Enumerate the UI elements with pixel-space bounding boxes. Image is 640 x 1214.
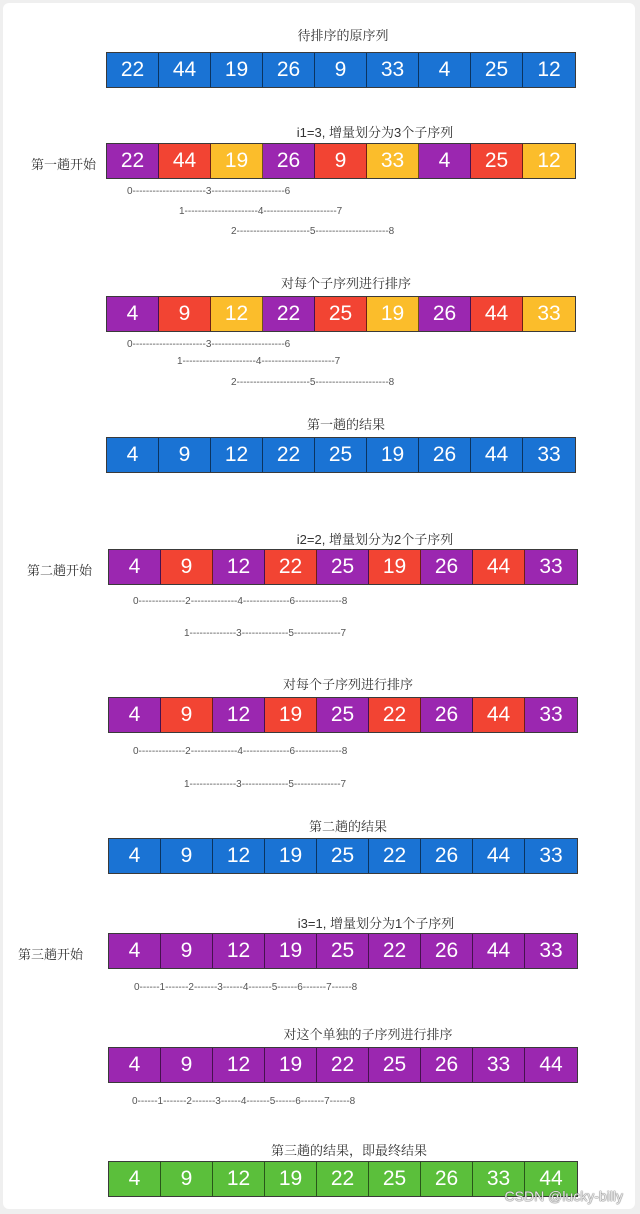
array-cell: 44 bbox=[159, 144, 211, 178]
index-line: 0--------------2--------------4--------------6--------------8 bbox=[133, 596, 348, 607]
array-cell: 9 bbox=[161, 1048, 213, 1082]
array-cell: 4 bbox=[109, 1162, 161, 1196]
array-cell: 12 bbox=[211, 438, 263, 472]
array-cell: 22 bbox=[265, 550, 317, 584]
array-pass3-sort bbox=[108, 1047, 578, 1083]
array-cell: 26 bbox=[421, 550, 473, 584]
array-cell: 33 bbox=[525, 550, 577, 584]
array-cell: 44 bbox=[525, 1162, 577, 1196]
array-cell: 12 bbox=[213, 839, 265, 873]
section-caption: 对每个子序列进行排序 bbox=[280, 276, 412, 291]
array-cell: 26 bbox=[419, 297, 471, 331]
array-cell: 9 bbox=[159, 297, 211, 331]
index-line: 1----------------------4----------------------7 bbox=[177, 356, 341, 367]
array-cell: 44 bbox=[473, 550, 525, 584]
array-cell: 26 bbox=[263, 53, 315, 87]
array-cell: 4 bbox=[109, 934, 161, 968]
section-caption: i3=1, 增量划分为1个子序列 bbox=[297, 916, 455, 931]
index-line: 0--------------2--------------4--------------6--------------8 bbox=[133, 746, 348, 757]
array-cell: 12 bbox=[213, 698, 265, 732]
array-cell: 9 bbox=[159, 438, 211, 472]
index-line: 0----------------------3----------------------6 bbox=[127, 186, 291, 197]
array-cell: 9 bbox=[315, 53, 367, 87]
array-cell: 4 bbox=[109, 698, 161, 732]
array-cell: 19 bbox=[369, 550, 421, 584]
array-cell: 44 bbox=[473, 698, 525, 732]
array-cell: 9 bbox=[315, 144, 367, 178]
array-cell: 9 bbox=[161, 934, 213, 968]
array-cell: 26 bbox=[419, 438, 471, 472]
array-cell: 4 bbox=[109, 1048, 161, 1082]
array-cell: 12 bbox=[523, 53, 575, 87]
array-pass2-start bbox=[108, 549, 578, 585]
array-cell: 26 bbox=[421, 1162, 473, 1196]
array-cell: 12 bbox=[213, 550, 265, 584]
section-caption: 第二趟的结果 bbox=[308, 819, 388, 834]
array-cell: 19 bbox=[265, 934, 317, 968]
array-cell: 19 bbox=[265, 1048, 317, 1082]
array-cell: 25 bbox=[369, 1048, 421, 1082]
array-cell: 33 bbox=[525, 934, 577, 968]
array-cell: 22 bbox=[317, 1048, 369, 1082]
array-cell: 4 bbox=[419, 53, 471, 87]
array-cell: 22 bbox=[369, 839, 421, 873]
array-cell: 26 bbox=[421, 839, 473, 873]
array-cell: 33 bbox=[473, 1162, 525, 1196]
array-cell: 22 bbox=[317, 1162, 369, 1196]
array-cell: 33 bbox=[523, 297, 575, 331]
array-cell: 25 bbox=[317, 934, 369, 968]
array-cell: 44 bbox=[471, 438, 523, 472]
array-cell: 12 bbox=[211, 297, 263, 331]
array-cell: 9 bbox=[161, 698, 213, 732]
section-caption: 对每个子序列进行排序 bbox=[282, 677, 414, 692]
index-line: 1--------------3--------------5--------------7 bbox=[184, 779, 347, 790]
array-cell: 22 bbox=[369, 934, 421, 968]
array-cell: 12 bbox=[213, 1048, 265, 1082]
array-cell: 44 bbox=[473, 934, 525, 968]
array-pass3-start bbox=[108, 933, 578, 969]
index-line: 2----------------------5----------------------8 bbox=[231, 226, 395, 237]
array-cell: 25 bbox=[471, 53, 523, 87]
array-cell: 12 bbox=[213, 934, 265, 968]
side-label-pass1: 第一趟开始 bbox=[31, 157, 97, 172]
section-caption: 第三趟的结果，即最终结果 bbox=[270, 1143, 428, 1158]
array-cell: 4 bbox=[109, 839, 161, 873]
array-cell: 4 bbox=[419, 144, 471, 178]
array-cell: 19 bbox=[265, 839, 317, 873]
array-cell: 19 bbox=[265, 698, 317, 732]
side-label-pass3: 第三趟开始 bbox=[18, 947, 84, 962]
array-pass1-sort bbox=[106, 296, 576, 332]
array-cell: 19 bbox=[367, 297, 419, 331]
array-cell: 25 bbox=[471, 144, 523, 178]
array-cell: 44 bbox=[159, 53, 211, 87]
array-cell: 26 bbox=[421, 698, 473, 732]
diagram-canvas bbox=[3, 3, 635, 1209]
array-cell: 19 bbox=[367, 438, 419, 472]
array-cell: 25 bbox=[315, 297, 367, 331]
array-cell: 25 bbox=[315, 438, 367, 472]
array-pass2-sort bbox=[108, 697, 578, 733]
array-cell: 44 bbox=[471, 297, 523, 331]
array-cell: 22 bbox=[107, 53, 159, 87]
index-line: 1--------------3--------------5--------------7 bbox=[184, 628, 347, 639]
index-line: 0------1-------2-------3------4-------5------6-------7------8 bbox=[134, 982, 358, 993]
section-caption: i2=2, 增量划分为2个子序列 bbox=[296, 532, 454, 547]
array-cell: 19 bbox=[265, 1162, 317, 1196]
array-cell: 9 bbox=[161, 1162, 213, 1196]
array-cell: 9 bbox=[161, 550, 213, 584]
section-caption: i1=3, 增量划分为3个子序列 bbox=[296, 125, 454, 140]
index-line: 0----------------------3----------------------6 bbox=[127, 339, 291, 350]
array-cell: 25 bbox=[317, 698, 369, 732]
array-cell: 22 bbox=[263, 297, 315, 331]
array-cell: 4 bbox=[107, 297, 159, 331]
array-cell: 44 bbox=[525, 1048, 577, 1082]
array-cell: 26 bbox=[421, 1048, 473, 1082]
watermark: CSDN @lucky-billy bbox=[504, 1188, 623, 1204]
array-cell: 12 bbox=[523, 144, 575, 178]
array-pass2-result bbox=[108, 838, 578, 874]
array-cell: 4 bbox=[109, 550, 161, 584]
array-cell: 19 bbox=[211, 53, 263, 87]
array-cell: 25 bbox=[317, 839, 369, 873]
array-cell: 33 bbox=[367, 144, 419, 178]
array-cell: 33 bbox=[523, 438, 575, 472]
array-cell: 26 bbox=[421, 934, 473, 968]
array-cell: 26 bbox=[263, 144, 315, 178]
array-cell: 25 bbox=[317, 550, 369, 584]
section-caption: 待排序的原序列 bbox=[297, 28, 389, 43]
array-cell: 22 bbox=[263, 438, 315, 472]
section-caption: 第一趟的结果 bbox=[306, 417, 386, 432]
array-pass1-result bbox=[106, 437, 576, 473]
array-cell: 44 bbox=[473, 839, 525, 873]
array-cell: 33 bbox=[367, 53, 419, 87]
array-pass1-start bbox=[106, 143, 576, 179]
array-cell: 22 bbox=[107, 144, 159, 178]
array-cell: 33 bbox=[525, 839, 577, 873]
array-cell: 22 bbox=[369, 698, 421, 732]
index-line: 0------1-------2-------3------4-------5------6-------7------8 bbox=[132, 1096, 356, 1107]
index-line: 1----------------------4----------------------7 bbox=[179, 206, 343, 217]
array-cell: 33 bbox=[473, 1048, 525, 1082]
array-cell: 33 bbox=[525, 698, 577, 732]
index-line: 2----------------------5----------------------8 bbox=[231, 377, 395, 388]
array-cell: 9 bbox=[161, 839, 213, 873]
array-cell: 12 bbox=[213, 1162, 265, 1196]
side-label-pass2: 第二趟开始 bbox=[27, 563, 93, 578]
array-cell: 25 bbox=[369, 1162, 421, 1196]
array-cell: 19 bbox=[211, 144, 263, 178]
section-caption: 对这个单独的子序列进行排序 bbox=[283, 1027, 453, 1042]
array-original bbox=[106, 52, 576, 88]
array-cell: 4 bbox=[107, 438, 159, 472]
